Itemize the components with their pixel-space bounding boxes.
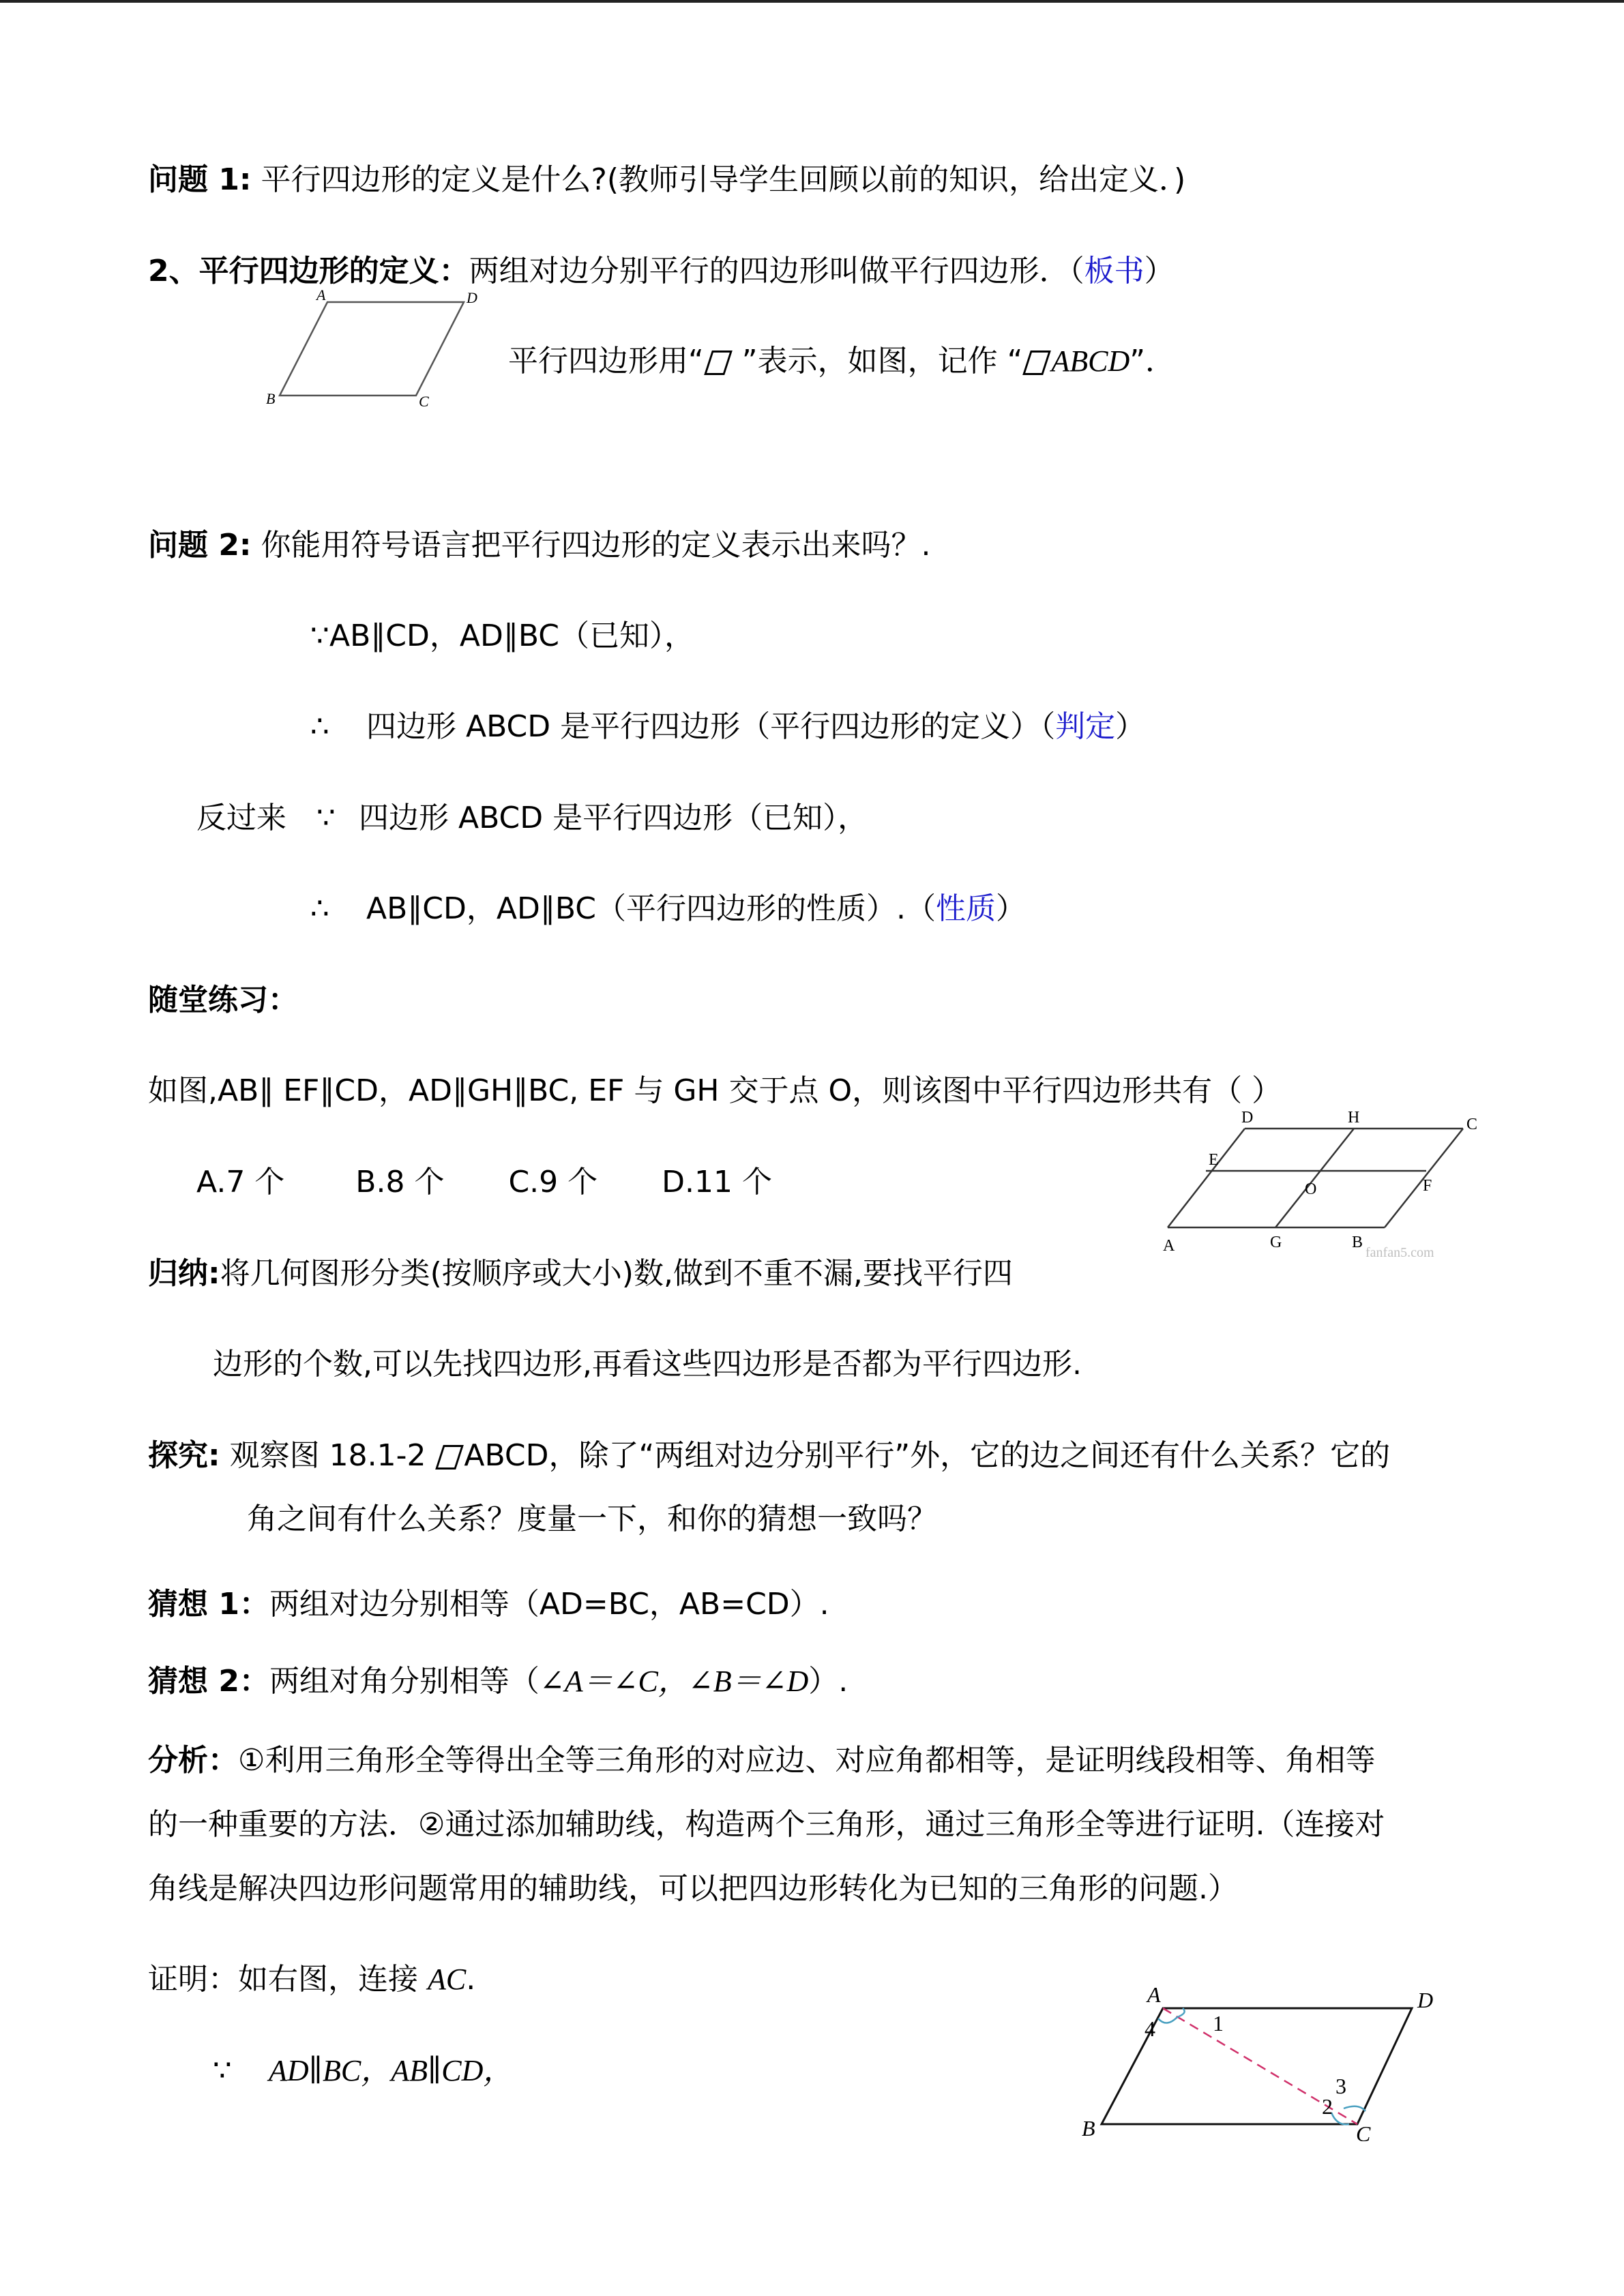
symbol-line-4-close: ） — [996, 891, 1026, 926]
guess-2-label: 猜想 2： — [148, 1664, 269, 1699]
parallelogram-symbol-icon — [704, 351, 733, 375]
summary-text-1: 将几何图形分类(按顺序或大小)数,做到不重不漏,要找平行四 — [220, 1256, 1013, 1291]
angle-label-4: 4 — [1145, 2016, 1155, 2041]
notation-mid: ”表示，如图，记作 “ — [732, 344, 1023, 378]
practice-question: 如图,AB∥ EF∥CD，AD∥GH∥BC, EF 与 GH 交于点 O，则该图中平行四边形共有（ ） — [148, 1073, 1282, 1108]
analysis-line-2: 的一种重要的方法．②通过添加辅助线，构造两个三角形，通过三角形全等进行证明.（连接对 — [148, 1807, 1385, 1842]
notation-line — [508, 341, 1175, 382]
summary-line-2: 边形的个数,可以先找四边形,再看这些四边形是否都为平行四边形. — [213, 1347, 1082, 1382]
fig3-label-a: A — [1147, 1982, 1161, 2007]
fig1-label-b: B — [266, 390, 276, 407]
proof-dot: . — [466, 1962, 476, 1997]
fig2-label-h: H — [1348, 1109, 1360, 1127]
parallelogram-figure-1 — [259, 286, 491, 409]
symbol-line-2-close: ） — [1115, 709, 1146, 744]
explore-label: 探究: — [148, 1438, 220, 1473]
angle-label-3: 3 — [1335, 2074, 1346, 2098]
option-c: C.9 个 — [508, 1165, 598, 1199]
guess-1-label: 猜想 1： — [148, 1587, 269, 1622]
fig2-label-b: B — [1352, 1234, 1363, 1251]
therefore-symbol: ∴ — [310, 891, 329, 926]
fig3-label-d: D — [1417, 1988, 1434, 2012]
fig3-label-b: B — [1082, 2116, 1095, 2141]
angle-1-arc — [1177, 2008, 1185, 2017]
analysis-line-1 — [148, 1740, 1375, 1781]
fig2-label-c: C — [1466, 1116, 1478, 1133]
option-a: A.7 个 — [196, 1165, 285, 1199]
option-b: B.8 个 — [355, 1165, 445, 1199]
angle-label-1: 1 — [1213, 2011, 1224, 2036]
explore-line-2: 角之间有什么关系？度量一下，和你的猜想一致吗？ — [247, 1502, 937, 1536]
definition-text: 两组对边分别平行的四边形叫做平行四边形．（ — [469, 254, 1084, 288]
guess-1-text: 两组对边分别相等（AD=BC，AB=CD）. — [269, 1587, 829, 1622]
proof-line-1 — [148, 1959, 475, 2000]
proof-line-2 — [213, 2051, 513, 2091]
question-2 — [148, 525, 931, 566]
fig2-label-e: E — [1209, 1151, 1219, 1169]
question-2-label: 问题 2: — [148, 528, 252, 563]
therefore-symbol: ∴ — [310, 709, 329, 744]
judgement-note: 判定 — [1055, 709, 1116, 744]
question-2-text: 你能用符号语言把平行四边形的定义表示出来吗？. — [261, 528, 931, 563]
angle-4-arc — [1158, 2017, 1177, 2023]
analysis-text-1: ①利用三角形全等得出全等三角形的对应边、对应角都相等，是证明线段相等、角相等 — [238, 1743, 1376, 1778]
fig2-label-g: G — [1270, 1234, 1282, 1251]
guess-2-close: ）. — [808, 1664, 848, 1699]
practice-figure — [1146, 1105, 1528, 1268]
symbol-line-4 — [310, 889, 1026, 929]
practice-title: 随堂练习： — [148, 983, 298, 1017]
because-symbol: ∵ — [316, 801, 336, 835]
definition — [148, 251, 1175, 292]
definition-label: 2、平行四边形的定义： — [148, 254, 469, 288]
symbol-line-3 — [196, 798, 868, 839]
symbol-line-2 — [310, 706, 1145, 747]
notation-abcd: ABCD — [1051, 344, 1130, 378]
analysis-line-3: 角线是解决四边形问题常用的辅助线，可以把四边形转化为已知的三角形的问题.） — [148, 1871, 1238, 1906]
question-1 — [148, 160, 1185, 200]
parallelogram-shape — [280, 302, 464, 396]
symbol-line-2-text: 四边形 ABCD 是平行四边形（平行四边形的定义）（ — [366, 709, 1056, 744]
parallelogram-symbol-icon — [1023, 351, 1052, 375]
summary-line-1 — [148, 1253, 1013, 1294]
definition-blackboard-note: 板书 — [1084, 254, 1145, 288]
fig2-label-f: F — [1423, 1177, 1432, 1195]
proof-pre: 证明：如右图，连接 — [148, 1962, 428, 1997]
question-1-label: 问题 1: — [148, 162, 252, 197]
definition-close-paren: ） — [1144, 254, 1175, 288]
line-da — [1168, 1129, 1245, 1227]
explore-pre: 观察图 18.1-2 — [229, 1438, 436, 1473]
guess-2 — [148, 1661, 848, 1702]
explore-text-1: ABCD，除了“两组对边分别平行”外，它的边之间还有什么关系？它的 — [464, 1438, 1391, 1473]
guess-2-text: 两组对角分别相等（ — [269, 1664, 540, 1699]
fig2-label-o: O — [1305, 1180, 1317, 1198]
page-top-border — [0, 0, 1624, 3]
fig1-label-c: C — [419, 393, 429, 409]
parallelogram-symbol-icon — [436, 1445, 464, 1470]
conversely-text: 反过来 — [196, 801, 286, 835]
practice-options — [196, 1162, 772, 1203]
angle-label-2: 2 — [1322, 2094, 1333, 2119]
angle-3-arc — [1344, 2106, 1365, 2111]
option-d: D.11 个 — [662, 1165, 772, 1199]
guess-2-math: ∠A＝∠C，∠B＝∠D — [539, 1665, 809, 1698]
proof-figure — [1064, 1978, 1460, 2141]
question-1-text: 平行四边形的定义是什么?(教师引导学生回顾以前的知识，给出定义．) — [261, 162, 1186, 197]
fig2-label-a: A — [1163, 1237, 1175, 1255]
symbol-line-1: ∵AB∥CD，AD∥BC（已知）， — [310, 618, 694, 653]
fig1-label-a: A — [316, 286, 326, 303]
notation-pre: 平行四边形用“ — [508, 344, 704, 378]
summary-label: 归纳: — [148, 1256, 220, 1291]
analysis-label: 分析： — [148, 1743, 238, 1778]
proof-ac: AC — [428, 1963, 467, 1996]
symbol-line-3-text: 四边形 ABCD 是平行四边形（已知）， — [359, 801, 868, 835]
fig1-label-d: D — [467, 289, 477, 306]
watermark: fanfan5.com — [1365, 1245, 1434, 1260]
property-note: 性质 — [936, 891, 996, 926]
symbol-line-4-text: AB∥CD，AD∥BC（平行四边形的性质）.（ — [366, 891, 936, 926]
guess-1 — [148, 1584, 829, 1625]
fig3-label-c: C — [1356, 2121, 1371, 2141]
explore-line-1 — [148, 1435, 1390, 1476]
proof-given: AD∥BC，AB∥CD， — [269, 2054, 514, 2087]
fig2-label-d: D — [1241, 1109, 1254, 1127]
because-symbol: ∵ — [213, 2053, 232, 2088]
line-hg — [1275, 1129, 1354, 1227]
notation-end: ”． — [1130, 344, 1176, 378]
